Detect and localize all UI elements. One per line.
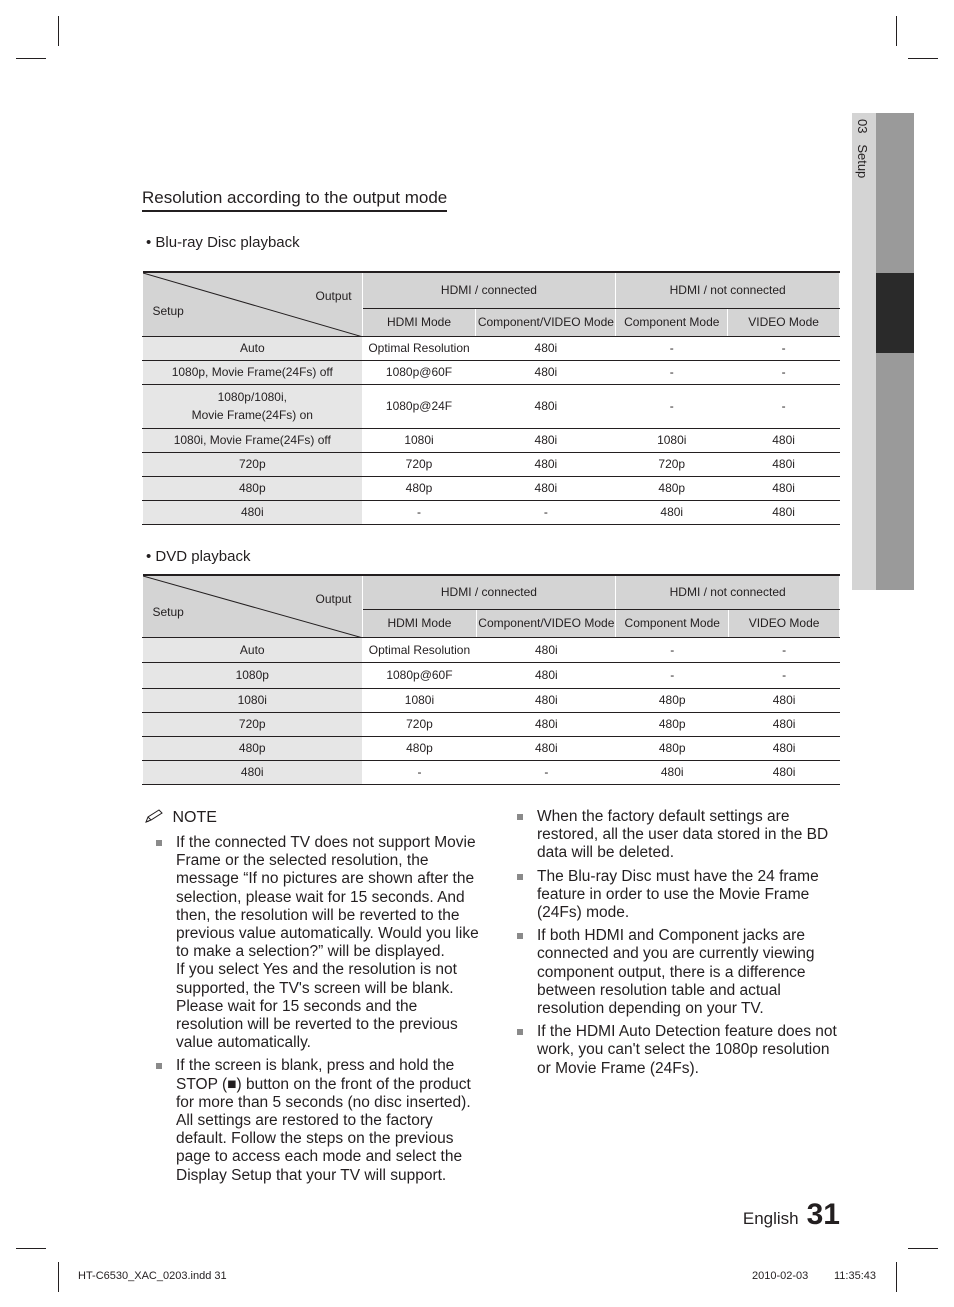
bluray-heading-text: Blu-ray Disc playback — [155, 234, 300, 251]
subheader-video-mode: VIDEO Mode — [729, 609, 840, 637]
group-header-hdmi-connected: HDMI / connected — [362, 272, 616, 308]
table-cell: 480i — [477, 688, 616, 712]
row-label: Auto — [143, 336, 363, 360]
row-label: 480i — [143, 500, 363, 524]
table-cell: 480i — [728, 452, 840, 476]
list-item: If the screen is blank, press and hold the STOP (■) button on the front of the product for more than 5 seconds (no disc inserted). All settings are restored to the factory default. Follow the steps on the previous page to access each mode and select the Display Setup that your TV will support. — [144, 1057, 484, 1184]
table-cell: - — [728, 336, 840, 360]
row-label: 1080p — [143, 662, 363, 688]
bluray-heading: • Blu-ray Disc playback — [146, 234, 300, 251]
group-header-hdmi-not-connected: HDMI / not connected — [616, 272, 840, 308]
row-label: 1080i, Movie Frame(24Fs) off — [143, 428, 363, 452]
row-label — [143, 384, 363, 428]
table-cell: 480i — [477, 662, 616, 688]
corner-setup-label: Setup — [152, 303, 184, 318]
table-cell: 480p — [616, 712, 729, 736]
dvd-heading-text: DVD playback — [155, 548, 251, 565]
corner-output-label: Output — [315, 592, 352, 606]
square-bullet-icon — [156, 840, 162, 846]
subheader-component-video-mode: Component/VIDEO Mode — [477, 609, 616, 637]
table-row — [143, 428, 840, 452]
table-cell: 480i — [728, 500, 840, 524]
table-row — [143, 736, 840, 760]
chapter-side-tab — [852, 113, 914, 590]
row-label: 1080p, Movie Frame(24Fs) off — [143, 360, 363, 384]
table-cell: 480i — [729, 688, 840, 712]
slug-filename: HT-C6530_XAC_0203.indd 31 — [78, 1270, 227, 1282]
group-header-hdmi-connected: HDMI / connected — [362, 575, 616, 609]
table-corner-cell — [143, 272, 363, 336]
subheader-component-mode: Component Mode — [616, 308, 728, 336]
page-footer — [743, 1198, 840, 1232]
square-bullet-icon — [517, 933, 523, 939]
table-cell: 480p — [362, 736, 477, 760]
row-label-line1: 1080p/1080i, — [217, 390, 287, 404]
list-item: The Blu-ray Disc must have the 24 frame feature in order to use the Movie Frame (24Fs) mode. — [505, 868, 841, 923]
table-cell: 480i — [476, 336, 616, 360]
row-label-line2: Movie Frame(24Fs) on — [191, 408, 313, 422]
page-number: 31 — [806, 1198, 840, 1231]
table-cell: 1080i — [616, 428, 728, 452]
table-row — [143, 360, 840, 384]
table-row — [143, 384, 840, 428]
row-label: 480i — [143, 760, 363, 784]
table-cell: 480i — [729, 736, 840, 760]
table-row — [143, 336, 840, 360]
table-cell: - — [362, 760, 477, 784]
table-cell: 480p — [362, 476, 476, 500]
group-header-hdmi-not-connected: HDMI / not connected — [616, 575, 840, 609]
table-cell: 480i — [477, 712, 616, 736]
table-cell: 480i — [476, 360, 616, 384]
crop-mark — [908, 1248, 938, 1249]
table-cell: Optimal Resolution — [362, 336, 476, 360]
table-cell: 480i — [728, 428, 840, 452]
table-cell: 480i — [476, 428, 616, 452]
table-cell: - — [616, 637, 729, 662]
note-heading — [144, 808, 217, 827]
row-label: 720p — [143, 712, 363, 736]
square-bullet-icon — [517, 1029, 523, 1035]
table-cell: 720p — [362, 452, 476, 476]
dvd-resolution-table — [142, 574, 840, 785]
crop-mark — [58, 16, 59, 46]
table-cell: - — [728, 360, 840, 384]
row-label: 480p — [143, 476, 363, 500]
table-cell: - — [616, 662, 729, 688]
table-row — [143, 760, 840, 784]
corner-output-label: Output — [315, 289, 352, 303]
chapter-title: Setup — [855, 144, 870, 179]
table-cell: 720p — [362, 712, 477, 736]
row-label: Auto — [143, 637, 363, 662]
table-cell: 1080p@24F — [362, 384, 476, 428]
table-cell: 1080i — [362, 428, 476, 452]
slug-time: 11:35:43 — [834, 1270, 877, 1282]
slug-date: 2010-02-03 — [752, 1270, 809, 1282]
table-cell: - — [616, 336, 728, 360]
table-cell: 480i — [616, 500, 728, 524]
list-item: When the factory default settings are restored, all the user data stored in the BD data will be deleted. — [505, 808, 841, 863]
table-row — [143, 688, 840, 712]
pencil-note-icon — [144, 808, 168, 824]
table-cell: 480p — [616, 476, 728, 500]
chapter-number: 03 — [855, 119, 870, 134]
table-cell: - — [729, 637, 840, 662]
table-row — [143, 712, 840, 736]
row-label: 480p — [143, 736, 363, 760]
row-label: 720p — [143, 452, 363, 476]
table-cell: 720p — [616, 452, 728, 476]
table-cell: - — [362, 500, 476, 524]
table-cell: 480i — [729, 760, 840, 784]
table-cell: - — [616, 360, 728, 384]
dvd-heading: • DVD playback — [146, 548, 251, 565]
table-cell: 480i — [477, 637, 616, 662]
table-cell: - — [477, 760, 616, 784]
subheader-component-mode: Component Mode — [616, 609, 729, 637]
crop-mark — [896, 16, 897, 46]
square-bullet-icon — [517, 814, 523, 820]
chapter-label — [852, 119, 876, 219]
bluray-resolution-table — [142, 271, 840, 525]
yes-keyword: Yes — [262, 961, 289, 979]
subheader-hdmi-mode: HDMI Mode — [362, 308, 476, 336]
table-cell: 480i — [477, 736, 616, 760]
table-row — [143, 637, 840, 662]
list-item: If the connected TV does not support Movie Frame or the selected resolution, the message “If no pictures are shown after the selection, please wait for 15 seconds. And then, the resolution will be reverted to the previous value automatically. Would you like to make a selection?” will be displayed. If you select Yes and the resolution is not supported, the TV's screen will be blank. Please wait for 15 seconds and the resolution will be reverted to the previous value automatically. — [144, 834, 484, 1052]
crop-mark — [896, 1262, 897, 1292]
subheader-component-video-mode: Component/VIDEO Mode — [476, 308, 616, 336]
list-item: If the HDMI Auto Detection feature does not work, you can't select the 1080p resolution or Movie Frame (24Fs). — [505, 1023, 841, 1078]
note-column-left — [144, 834, 484, 1190]
table-cell: 1080i — [362, 688, 477, 712]
section-title: Resolution according to the output mode — [142, 188, 447, 212]
square-bullet-icon — [517, 874, 523, 880]
table-cell: 480i — [729, 712, 840, 736]
footer-language: English — [742, 1209, 799, 1228]
table-cell: - — [476, 500, 616, 524]
table-row — [143, 452, 840, 476]
subheader-hdmi-mode: HDMI Mode — [362, 609, 477, 637]
table-cell: - — [728, 384, 840, 428]
table-corner-cell — [143, 575, 363, 637]
table-cell: 1080p@60F — [362, 360, 476, 384]
table-row — [143, 476, 840, 500]
table-row — [143, 662, 840, 688]
table-cell: 480i — [476, 476, 616, 500]
square-bullet-icon — [156, 1063, 162, 1069]
table-cell: 480p — [616, 736, 729, 760]
row-label: 1080i — [143, 688, 363, 712]
table-cell: 1080p@60F — [362, 662, 477, 688]
corner-setup-label: Setup — [152, 604, 184, 619]
subheader-video-mode: VIDEO Mode — [728, 308, 840, 336]
table-cell: - — [729, 662, 840, 688]
table-cell: 480i — [476, 452, 616, 476]
table-cell: - — [616, 384, 728, 428]
table-row — [143, 500, 840, 524]
table-cell: 480i — [476, 384, 616, 428]
crop-mark — [16, 58, 46, 59]
table-cell: Optimal Resolution — [362, 637, 477, 662]
table-cell: 480i — [728, 476, 840, 500]
crop-mark — [58, 1262, 59, 1292]
note-column-right — [505, 808, 841, 1083]
stop-keyword: STOP — [176, 1075, 218, 1093]
table-cell: 480i — [616, 760, 729, 784]
table-cell: 480p — [616, 688, 729, 712]
crop-mark — [16, 1248, 46, 1249]
note-title: NOTE — [172, 809, 217, 826]
crop-mark — [908, 58, 938, 59]
list-item: If both HDMI and Component jacks are connected and you are currently viewing component output, there is a difference between resolution table and actual resolution depending on your TV. — [505, 927, 841, 1018]
